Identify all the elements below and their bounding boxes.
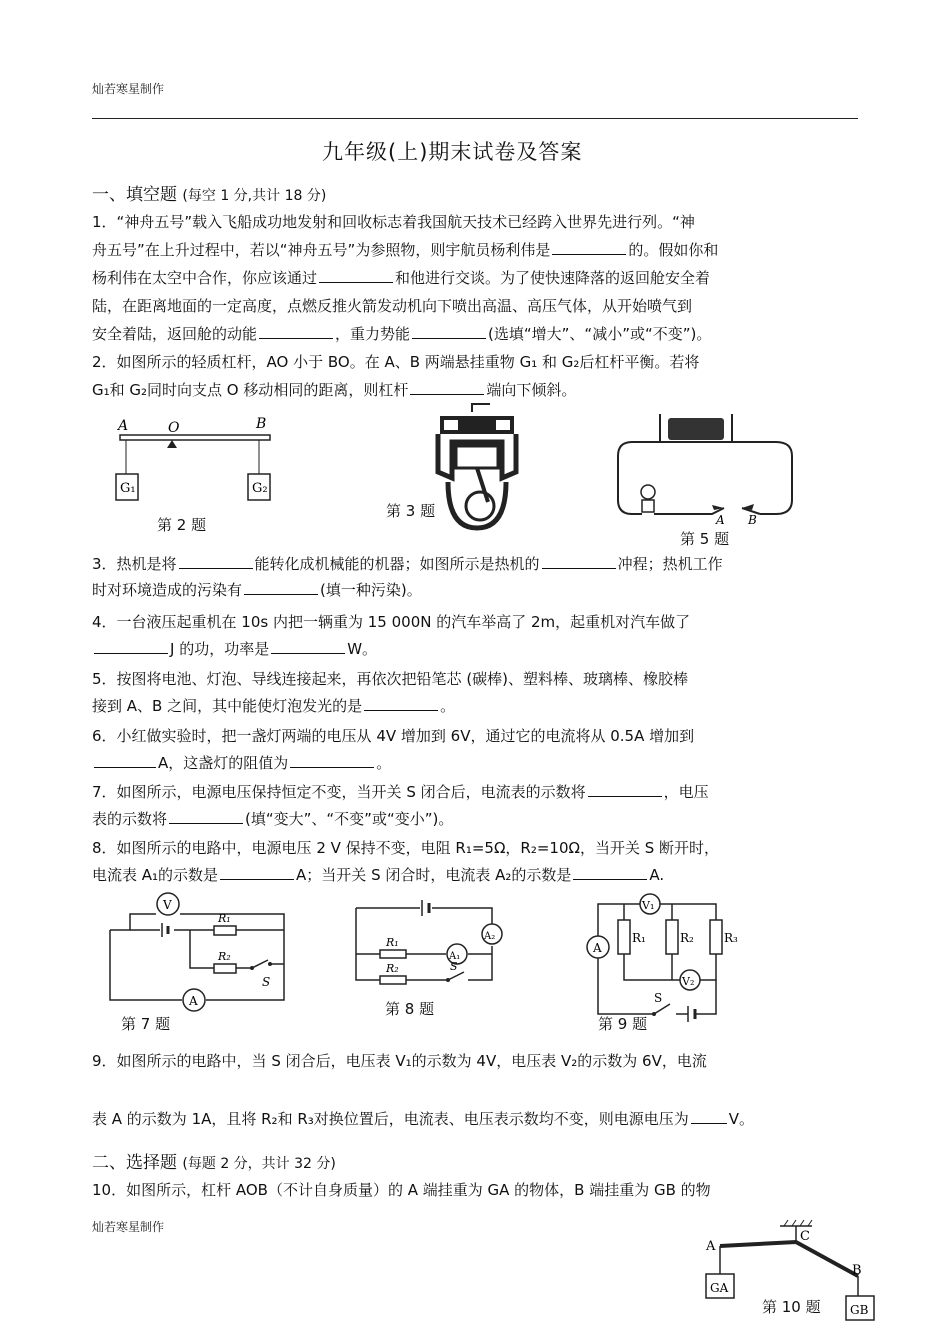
q1-line3	[92, 267, 710, 288]
weight-g2-label: G₂	[252, 481, 268, 496]
section1-title: 一、填空题	[92, 185, 177, 205]
q10-line1: 10．如图所示，杠杆 AOB（不计自身质量）的 A 端挂重为 GA 的物体，B 端挂重为 GB 的物	[92, 1181, 711, 1199]
q9-line2-text-a: 表 A 的示数为 1A，且将 R₂和 R₃对换位置后，电流表、电压表示数均不变，则电源电压为	[92, 1110, 689, 1128]
q4-line1: 4．一台液压起重机在 10s 内把一辆重为 15 000N 的汽车举高了 2m，起重机对汽车做了	[92, 613, 691, 631]
switch-s	[448, 972, 464, 980]
q2-line1: 2．如图所示的轻质杠杆，AO 小于 BO。在 A、B 两端悬挂重物 G₁ 和 G₂后杠杆平衡。若将	[92, 353, 700, 371]
q1-line4: 陆，在距离地面的一定高度，点燃反推火箭发动机向下喷出高温、高压气体，从开始喷气到	[92, 297, 693, 315]
q8-line1: 8．如图所示的电路中，电源电压 2 V 保持不变，电阻 R₁=5Ω，R₂=10Ω，当开关 S 断开时，	[92, 839, 720, 857]
switch-label: S	[262, 975, 271, 989]
r2-label: R₂	[680, 931, 694, 945]
caption-q5: 第 5 题	[680, 530, 730, 548]
wire-right	[732, 442, 792, 514]
answer-blank	[691, 1109, 727, 1124]
switch-contact	[250, 966, 254, 970]
q2-line2-text-b: 端向下倾斜。	[486, 381, 577, 399]
q1-line1: 1．“神舟五号”载入飞船成功地发射和回收标志着我国航天技术已经跨入世界先进行列。“神	[92, 213, 695, 231]
wire	[356, 908, 492, 924]
answer-blank	[220, 865, 294, 880]
q5-line2-text-a: 接到 A、B 之间，其中能使灯泡发光的是	[92, 697, 363, 715]
wire	[110, 914, 156, 930]
q4-line2-text-b: W。	[347, 640, 378, 658]
caption-q10: 第 10 题	[762, 1298, 821, 1316]
q5-line1: 5．按图将电池、灯泡、导线连接起来，再依次把铅笔芯 (碳棒)、塑料棒、玻璃棒、橡胶棒	[92, 670, 689, 688]
wire-to-clip-a	[654, 508, 724, 514]
footer-brand: 灿若寒星制作	[92, 1220, 165, 1234]
q8-line2-text-c: A.	[649, 866, 665, 884]
circuit-diagram-q9	[584, 890, 754, 1030]
q6-line2-text-a: A，这盏灯的阻值为	[158, 754, 289, 772]
q1-line3-text-b: 和他进行交谈。为了使快速降落的返回舱安全着	[395, 269, 711, 287]
lever-label-o: O	[168, 420, 180, 436]
q6-line2	[92, 752, 391, 773]
q3-line1	[92, 553, 723, 574]
q1-line5-text-c: (选填“增大”、“减小”或“不变”)。	[488, 325, 712, 343]
header-rule	[92, 118, 858, 119]
r1-label: R₁	[218, 912, 231, 925]
section2-heading	[92, 1148, 336, 1173]
q7-line1	[92, 781, 709, 802]
answer-blank	[319, 268, 393, 283]
ammeter-a1-label: A₁	[449, 951, 461, 962]
q7-line1-text-a: 7．如图所示，电源电压保持恒定不变，当开关 S 闭合后，电流表的示数将	[92, 783, 586, 801]
lever-diagram-q10	[700, 1214, 886, 1340]
resistor-r2	[666, 920, 678, 954]
caption-q2: 第 2 题	[157, 516, 207, 534]
wire	[110, 930, 182, 1000]
circuit-diagram-q7	[104, 890, 290, 1008]
bulb-socket	[642, 500, 654, 512]
q1-line2-text-b: 的。假如你和	[628, 241, 719, 259]
ammeter-a2-label: A₂	[484, 931, 496, 942]
resistor-r2	[380, 976, 406, 984]
switch-s	[252, 960, 268, 968]
q9-line2	[92, 1108, 754, 1129]
resistor-r3	[710, 920, 722, 954]
wire	[356, 908, 448, 980]
bulb	[641, 485, 655, 499]
weight-gb-label: GB	[850, 1303, 869, 1317]
lever-label-b: B	[256, 416, 267, 432]
q5-line2-text-b: 。	[440, 697, 456, 715]
ammeter-label: A	[593, 941, 602, 955]
section2-title: 二、选择题	[92, 1153, 177, 1173]
q1-line2-text-a: 舟五号”在上升过程中，若以“神舟五号”为参照物，则宇航员杨利伟是	[92, 241, 551, 259]
answer-blank	[542, 554, 616, 569]
voltmeter-v2-label: V₂	[682, 975, 695, 988]
q7-line2-text-a: 表的示数将	[92, 810, 168, 828]
wire	[624, 954, 716, 980]
q3-line1-text-c: 冲程；热机工作	[617, 555, 723, 573]
resistor-r1	[380, 950, 406, 958]
ammeter-label: A	[189, 994, 198, 1008]
switch-contact	[446, 978, 450, 982]
switch-s	[654, 1004, 670, 1014]
caption-q8: 第 8 题	[385, 1000, 435, 1018]
q1-line5-text-b: ，重力势能	[335, 325, 411, 343]
q1-line5-text-a: 安全着陆，返回舱的动能	[92, 325, 258, 343]
lever-diagram-q2	[112, 414, 282, 510]
weight-ga-label: GA	[710, 1281, 729, 1295]
answer-blank	[244, 580, 318, 595]
lever-label-a: A	[118, 418, 129, 434]
lever-label-c: C	[800, 1229, 810, 1244]
q3-line2-text-a: 时对环境造成的污染有	[92, 581, 243, 599]
exhaust-port	[496, 420, 510, 430]
switch-contact	[268, 962, 272, 966]
q5-line2	[92, 695, 455, 716]
q4-line2-text-a: J 的功，功率是	[170, 640, 270, 658]
q8-line2-text-b: A；当开关 S 闭合时，电流表 A₂的示数是	[296, 866, 572, 884]
section2-note: (每题 2 分，共计 32 分)	[182, 1156, 336, 1172]
switch-label: S	[450, 960, 458, 973]
engine-diagram-q3	[432, 402, 522, 534]
answer-blank	[588, 782, 662, 797]
r2-label: R₂	[218, 950, 231, 963]
answer-blank	[552, 240, 626, 255]
answer-blank	[179, 554, 253, 569]
intake-port	[444, 420, 458, 430]
switch-contact	[652, 1012, 656, 1016]
q6-line1: 6．小红做实验时，把一盏灯两端的电压从 4V 增加到 6V，通过它的电流将从 0.5A 增加到	[92, 727, 695, 745]
q9-line2-text-b: V。	[728, 1110, 755, 1128]
q7-line2	[92, 808, 453, 829]
voltmeter-v1-label: V₁	[642, 899, 655, 912]
weight-g1-label: G₁	[120, 481, 136, 496]
q2-line2-text-a: G₁和 G₂同时向支点 O 移动相同的距离，则杠杆	[92, 381, 409, 399]
answer-blank	[259, 324, 333, 339]
lever-label-b: B	[852, 1263, 862, 1278]
resistor-r2	[214, 964, 236, 973]
wire	[468, 946, 492, 980]
lever-aob	[720, 1242, 858, 1276]
clip-b-label: B	[748, 513, 757, 527]
answer-blank	[364, 696, 438, 711]
q8-line2-text-a: 电流表 A₁的示数是	[92, 866, 219, 884]
q2-line2	[92, 379, 576, 400]
answer-blank	[290, 753, 374, 768]
q7-line1-text-b: ，电压	[663, 783, 709, 801]
q1-line3-text-a: 杨利伟在太空中合作，你应该通过	[92, 269, 318, 287]
q7-line2-text-b: (填“变大”、“不变”或“变小”)。	[245, 810, 454, 828]
answer-blank	[271, 639, 345, 654]
q3-line1-text-a: 3．热机是将	[92, 555, 177, 573]
r1-label: R₁	[632, 931, 646, 945]
page-title: 九年级(上)期末试卷及答案	[322, 140, 583, 164]
resistor-r1	[214, 926, 236, 935]
answer-blank	[410, 380, 484, 395]
circuit-diagram-q8	[350, 896, 510, 992]
answer-blank	[94, 639, 168, 654]
caption-q7: 第 7 题	[121, 1015, 171, 1033]
section1-note: (每空 1 分,共计 18 分)	[182, 188, 327, 204]
r1-label: R₁	[386, 936, 399, 949]
q3-line2	[92, 579, 422, 600]
fulcrum	[167, 440, 177, 448]
answer-blank	[412, 324, 486, 339]
spark-plug	[472, 404, 490, 412]
voltmeter-label: V	[163, 898, 172, 912]
q3-line1-text-b: 能转化成机械能的机器；如图所示是热机的	[254, 555, 540, 573]
battery-pack	[668, 418, 724, 440]
connecting-rod	[477, 468, 488, 502]
piston	[456, 446, 498, 468]
q3-line2-text-b: (填一种污染)。	[320, 581, 422, 599]
q9-line1: 9．如图所示的电路中，当 S 闭合后，电压表 V₁的示数为 4V，电压表 V₂的示数为 6V，电流	[92, 1052, 707, 1070]
clip-a-label: A	[716, 513, 725, 527]
resistor-r1	[618, 920, 630, 954]
q6-line2-text-b: 。	[376, 754, 392, 772]
ceiling-hatching	[784, 1220, 812, 1226]
r2-label: R₂	[386, 962, 399, 975]
q1-line2	[92, 239, 718, 260]
answer-blank	[573, 865, 647, 880]
q8-line2	[92, 864, 664, 885]
header-brand: 灿若寒星制作	[92, 82, 165, 96]
section1-heading	[92, 180, 326, 205]
switch-label: S	[654, 991, 663, 1005]
crankshaft	[466, 492, 494, 520]
caption-q3: 第 3 题	[386, 502, 436, 520]
answer-blank	[169, 809, 243, 824]
caption-q9: 第 9 题	[598, 1015, 648, 1033]
r3-label: R₃	[724, 931, 738, 945]
q4-line2	[92, 638, 377, 659]
circuit-diagram-q5	[612, 404, 798, 526]
lever-bar	[120, 435, 270, 440]
answer-blank	[94, 753, 156, 768]
lever-label-a: A	[706, 1239, 716, 1254]
q1-line5	[92, 323, 711, 344]
